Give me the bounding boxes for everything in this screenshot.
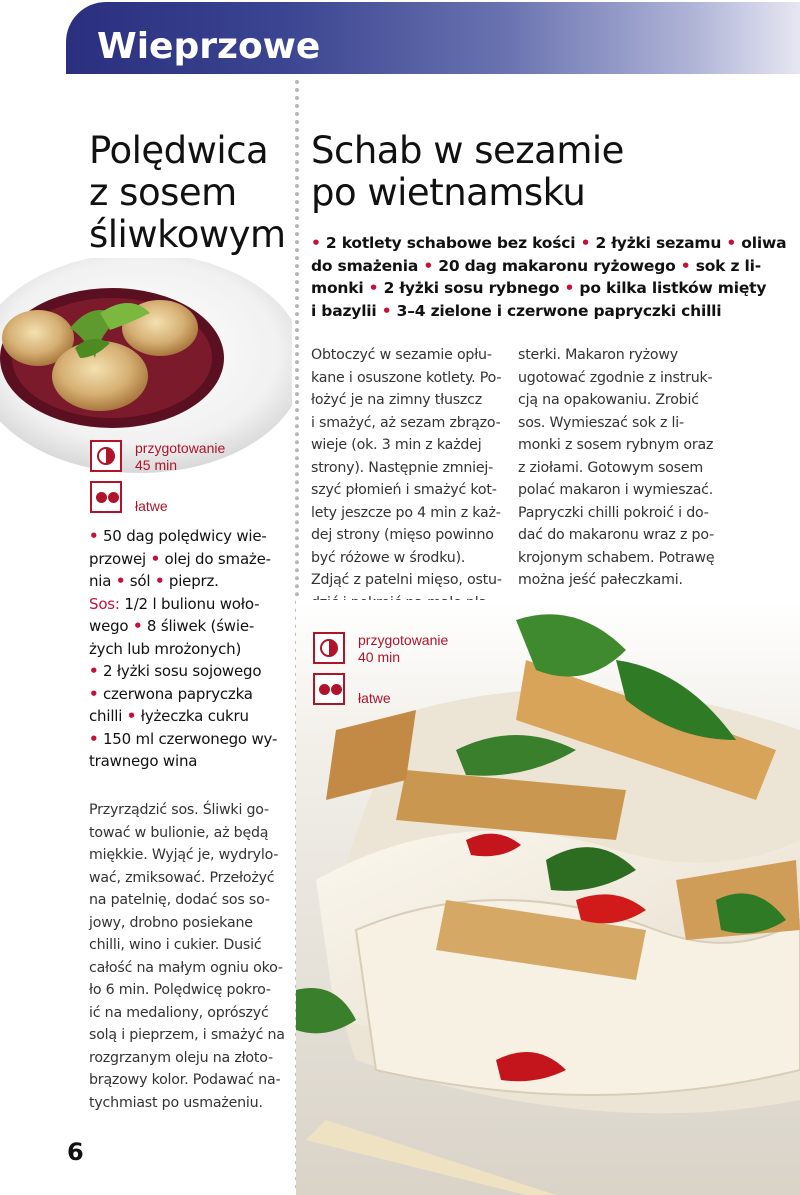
- ingredient-line: wego • 8 śliwek (świe-: [89, 617, 255, 635]
- method-line: na patelnię, dodać sos so-: [89, 892, 270, 908]
- method-line: brązowy kolor. Podawać na-: [89, 1072, 281, 1088]
- title-line: po wietnamsku: [311, 171, 586, 214]
- ingredient-line: żych lub mrożonych): [89, 639, 242, 658]
- ingredient-line: i bazylii • 3–4 zielone i czerwone papryczki chilli: [311, 301, 722, 320]
- method-line: monki z sosem rybnym oraz: [518, 437, 714, 453]
- ingredient-line: Sos: 1/2 l bulionu woło-: [89, 594, 260, 613]
- method-line: tować w bulionie, aż będą: [89, 824, 269, 841]
- method-line: strony). Następnie zmniej-: [311, 459, 494, 476]
- prep-time-right: [313, 632, 448, 666]
- method-line: sterki. Makaron ryżowy: [518, 347, 678, 363]
- ingredient-line: • 150 ml czerwonego wy-: [89, 729, 278, 748]
- method-left: [89, 799, 287, 1114]
- difficulty-left: [90, 481, 168, 515]
- method-line: być różowe w środku).: [311, 549, 466, 566]
- prep-label: przygotowanie: [358, 632, 449, 648]
- title-line: Polędwica: [89, 129, 269, 172]
- method-line: ugotować zgodnie z instruk-: [518, 369, 713, 386]
- clock-icon: [90, 440, 122, 472]
- method-line: szyć płomień i smażyć kot-: [311, 482, 497, 498]
- title-line: Schab w sezamie: [311, 129, 624, 172]
- ingredient-line: • 2 łyżki sosu sojowego: [89, 662, 262, 680]
- recipe-title-right: [311, 130, 791, 214]
- method-line: ło 6 min. Polędwicę pokro-: [89, 982, 271, 998]
- prep-time: 45 min: [135, 457, 178, 473]
- difficulty-dots-icon: [90, 481, 122, 513]
- prep-time-left: [90, 440, 225, 474]
- method-line: miękkie. Wyjąć je, wydrylo-: [89, 847, 279, 863]
- method-line: z ziołami. Gotowym sosem: [518, 459, 703, 476]
- ingredients-left: [89, 525, 289, 773]
- method-line: można jeść pałeczkami.: [518, 572, 683, 588]
- method-line: Zdjąć z patelni mięso, ostu-: [311, 572, 502, 588]
- method-line: Przyrządzić sos. Śliwki go-: [89, 802, 269, 818]
- method-line: jowy, drobno posiekane: [89, 914, 253, 931]
- method-line: polać makaron i wymieszać.: [518, 482, 714, 498]
- prep-label: przygotowanie: [135, 440, 226, 456]
- method-line: kane i osuszone kotlety. Po-: [311, 369, 502, 386]
- method-line: Obtoczyć w sezamie opłu-: [311, 347, 492, 363]
- ingredient-line: • czerwona papryczka: [89, 684, 253, 703]
- method-line: całość na małym ogniu oko-: [89, 959, 283, 976]
- difficulty-label: łatwe: [135, 498, 168, 514]
- recipe-title-left: [89, 130, 294, 256]
- ingredient-line: monki • 2 łyżki sosu rybnego • po kilka listków mięty: [311, 279, 767, 297]
- method-right-col2: [518, 344, 728, 592]
- difficulty-right: [313, 673, 391, 707]
- ingredient-line: przowej • olej do smaże-: [89, 549, 271, 568]
- ingredient-line: • 50 dag polędwicy wie-: [89, 527, 267, 545]
- title-line: z sosem: [89, 171, 237, 214]
- method-line: cją na opakowaniu. Zrobić: [518, 392, 699, 408]
- method-line: rozgrzanym oleju na złoto-: [89, 1049, 273, 1066]
- prep-time: 40 min: [358, 649, 401, 665]
- ingredient-line: trawnego wina: [89, 752, 198, 770]
- difficulty-label: łatwe: [358, 690, 391, 706]
- title-line: śliwkowym: [89, 213, 286, 256]
- difficulty-dots-icon: [313, 673, 345, 705]
- method-line: wieje (ok. 3 min z każdej: [311, 437, 482, 453]
- method-line: wać, zmiksować. Przełożyć: [89, 869, 275, 886]
- method-line: solą i pieprzem, i smażyć na: [89, 1027, 285, 1043]
- method-line: krojonym schabem. Potrawę: [518, 549, 715, 566]
- method-line: Papryczki chilli pokroić i do-: [518, 504, 709, 521]
- method-line: tychmiast po usmażeniu.: [89, 1094, 263, 1111]
- method-right-col1: [311, 344, 509, 614]
- method-line: sos. Wymieszać sok z li-: [518, 414, 684, 431]
- section-title: Wieprzowe: [97, 26, 321, 67]
- page-number: 6: [67, 1138, 84, 1166]
- method-line: dej strony (mięso powinno: [311, 527, 494, 543]
- method-line: lety jeszcze po 4 min z każ-: [311, 504, 501, 521]
- method-line: ić na medaliony, oprószyć: [89, 1004, 269, 1021]
- ingredient-line: chilli • łyżeczka cukru: [89, 707, 249, 725]
- ingredient-line: do smażenia • 20 dag makaronu ryżowego • sok z li-: [311, 256, 761, 275]
- ingredients-right: [311, 232, 796, 322]
- clock-icon: [313, 632, 345, 664]
- method-line: i smażyć, aż sezam zbrązo-: [311, 414, 501, 431]
- method-line: chilli, wino i cukier. Dusić: [89, 937, 262, 953]
- ingredient-line: nia • sól • pieprz.: [89, 572, 219, 590]
- ingredient-line: • 2 kotlety schabowe bez kości • 2 łyżki sezamu • oliwa: [311, 234, 787, 252]
- method-line: łożyć je na zimny tłuszcz: [311, 392, 483, 408]
- method-line: dać do makaronu wraz z po-: [518, 527, 714, 543]
